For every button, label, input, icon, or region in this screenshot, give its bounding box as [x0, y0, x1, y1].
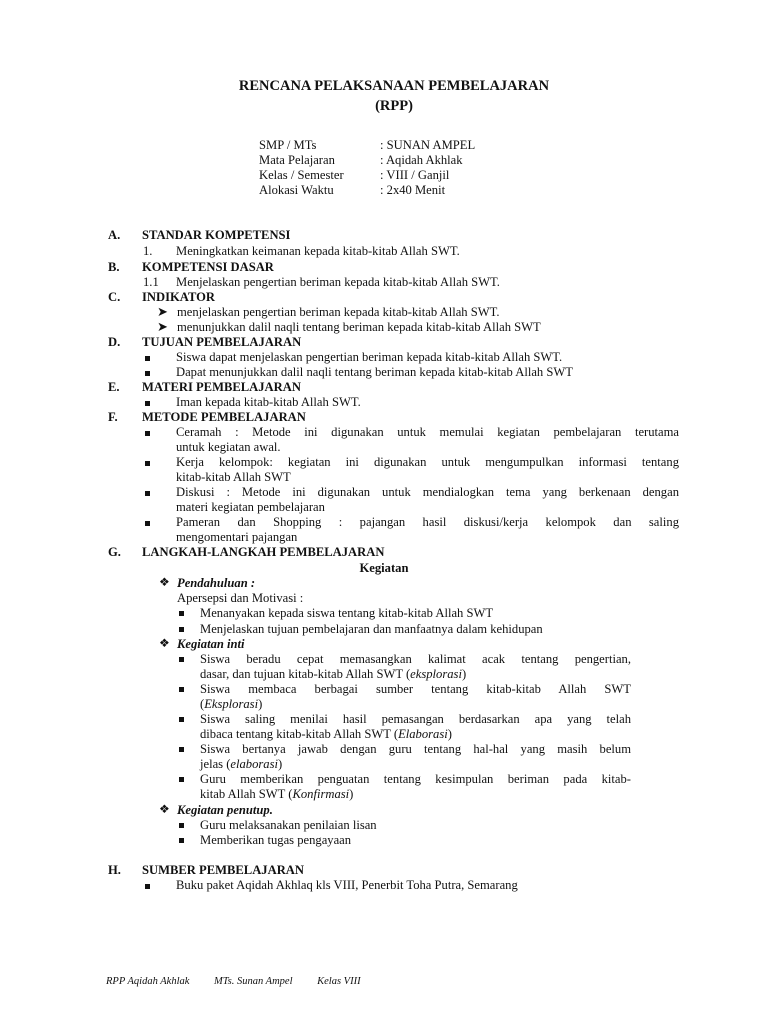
diamond-bullet-icon: ❖ — [159, 802, 170, 816]
list-item-continued: kitab-kitab Allah SWT — [176, 470, 291, 484]
section-title: SUMBER PEMBELAJARAN — [142, 863, 304, 877]
meta-row — [259, 168, 475, 183]
section-heading-g — [108, 545, 384, 560]
subsection-title-penutup: Kegiatan penutup. — [177, 803, 273, 817]
section-letter: A. — [108, 228, 121, 242]
square-bullet-icon — [145, 521, 150, 526]
list-item: Kerja kelompok: kegiatan ini digunakan untuk mengumpulkan informasi tentang — [176, 455, 679, 469]
activity-subtitle: Kegiatan — [359, 561, 409, 575]
square-bullet-icon — [179, 717, 184, 722]
list-item: Meningkatkan keimanan kepada kitab-kitab Allah SWT. — [176, 244, 460, 258]
section-letter: H. — [108, 863, 121, 877]
meta-key: SMP / MTs — [259, 138, 317, 152]
meta-value: : VIII / Ganjil — [380, 168, 450, 182]
section-title: KOMPETENSI DASAR — [142, 260, 274, 274]
section-title: MATERI PEMBELAJARAN — [142, 380, 301, 394]
identity-table — [259, 138, 475, 198]
diamond-bullet-icon: ❖ — [159, 636, 170, 650]
item-number: 1. — [143, 244, 153, 258]
section-title: METODE PEMBELAJARAN — [142, 410, 306, 424]
section-heading-b — [108, 260, 274, 275]
square-bullet-icon — [145, 401, 150, 406]
meta-key: Mata Pelajaran — [259, 153, 335, 167]
list-item-continued: untuk kegiatan awal. — [176, 440, 281, 454]
subsection-title-pendahuluan: Pendahuluan : — [177, 576, 256, 590]
meta-key: Alokasi Waktu — [259, 183, 334, 197]
list-item-continued: jelas (elaborasi) — [200, 757, 283, 771]
square-bullet-icon — [145, 356, 150, 361]
list-item: Siswa beradu cepat memasangkan kalimat acak tentang pengertian, — [200, 652, 631, 666]
list-item: Iman kepada kitab-kitab Allah SWT. — [176, 395, 361, 409]
section-title: INDIKATOR — [142, 290, 216, 304]
section-letter: D. — [108, 335, 121, 349]
list-item-continued: mengomentari pajangan — [176, 530, 298, 544]
square-bullet-icon — [145, 461, 150, 466]
item-number: 1.1 — [143, 275, 159, 289]
list-item: Siswa dapat menjelaskan pengertian beriman kepada kitab-kitab Allah SWT. — [176, 350, 563, 364]
meta-key: Kelas / Semester — [259, 168, 344, 182]
square-bullet-icon — [145, 431, 150, 436]
list-item: Siswa bertanya jawab dengan guru tentang hal-hal yang masih belum — [200, 742, 631, 756]
section-heading-f — [108, 410, 306, 425]
square-bullet-icon — [179, 687, 184, 692]
document-title: RENCANA PELAKSANAAN PEMBELAJARAN — [238, 78, 550, 94]
square-bullet-icon — [145, 491, 150, 496]
list-item: Guru memberikan penguatan tentang kesimpulan beriman pada kitab- — [200, 772, 631, 786]
arrow-bullet-icon: ➤ — [157, 304, 168, 319]
square-bullet-icon — [179, 838, 184, 843]
footer-school: MTs. Sunan Ampel — [214, 976, 293, 987]
list-item: menunjukkan dalil naqli tentang beriman kepada kitab-kitab Allah SWT — [177, 320, 541, 334]
section-letter: G. — [108, 545, 121, 559]
list-item-continued: dasar, dan tujuan kitab-kitab Allah SWT (eksplorasi) — [200, 667, 467, 681]
list-item: Guru melaksanakan penilaian lisan — [200, 818, 377, 832]
list-item-continued: (Eksplorasi) — [200, 697, 263, 711]
square-bullet-icon — [179, 627, 184, 632]
subsection-intro: Apersepsi dan Motivasi : — [177, 591, 304, 605]
square-bullet-icon — [179, 611, 184, 616]
list-item: Siswa saling menilai hasil pemasangan berdasarkan apa yang telah — [200, 712, 631, 726]
section-heading-c — [108, 290, 215, 305]
square-bullet-icon — [179, 823, 184, 828]
document-subtitle: (RPP) — [375, 98, 413, 114]
list-item-continued: materi kegiatan pembelajaran — [176, 500, 325, 514]
square-bullet-icon — [145, 884, 150, 889]
list-item: Ceramah : Metode ini digunakan untuk memulai kegiatan pembelajaran terutama — [176, 425, 679, 439]
square-bullet-icon — [179, 657, 184, 662]
diamond-bullet-icon: ❖ — [159, 575, 170, 589]
section-heading-d — [108, 335, 301, 350]
list-item: menjelaskan pengertian beriman kepada kitab-kitab Allah SWT. — [177, 305, 500, 319]
section-heading-h — [108, 863, 304, 878]
meta-value: : Aqidah Akhlak — [380, 153, 463, 167]
list-item: Menjelaskan tujuan pembelajaran dan manfaatnya dalam kehidupan — [200, 622, 543, 636]
section-letter: E. — [108, 380, 120, 394]
section-letter: B. — [108, 260, 120, 274]
list-item: Dapat menunjukkan dalil naqli tentang beriman kepada kitab-kitab Allah SWT — [176, 365, 573, 379]
section-title: LANGKAH-LANGKAH PEMBELAJARAN — [142, 545, 385, 559]
footer-subject: RPP Aqidah Akhlak — [106, 976, 190, 987]
list-item-continued: dibaca tentang kitab-kitab Allah SWT (Elaborasi) — [200, 727, 452, 741]
page-footer — [106, 974, 383, 989]
subsection-title-inti: Kegiatan inti — [177, 637, 245, 651]
square-bullet-icon — [145, 371, 150, 376]
section-heading-a — [108, 228, 290, 243]
list-item: Memberikan tugas pengayaan — [200, 833, 352, 847]
list-item: Siswa membaca berbagai sumber tentang kitab-kitab Allah SWT — [200, 682, 631, 696]
section-title: TUJUAN PEMBELAJARAN — [142, 335, 302, 349]
list-item: Menanyakan kepada siswa tentang kitab-kitab Allah SWT — [200, 606, 494, 620]
list-item-continued: kitab Allah SWT (Konfirmasi) — [200, 787, 354, 801]
list-item: Buku paket Aqidah Akhlaq kls VIII, Penerbit Toha Putra, Semarang — [176, 878, 518, 892]
meta-row — [259, 138, 475, 153]
list-item: Diskusi : Metode ini digunakan untuk mendialogkan tema yang berkenaan dengan — [176, 485, 679, 499]
list-item: Pameran dan Shopping : pajangan hasil diskusi/kerja kelompok dan saling — [176, 515, 679, 529]
meta-row — [259, 183, 475, 198]
meta-row — [259, 153, 475, 168]
section-title: STANDAR KOMPETENSI — [142, 228, 291, 242]
meta-value: : SUNAN AMPEL — [380, 138, 476, 152]
square-bullet-icon — [179, 747, 184, 752]
list-item: Menjelaskan pengertian beriman kepada kitab-kitab Allah SWT. — [176, 275, 500, 289]
square-bullet-icon — [179, 777, 184, 782]
arrow-bullet-icon: ➤ — [157, 319, 168, 334]
section-letter: C. — [108, 290, 121, 304]
section-letter: F. — [108, 410, 118, 424]
section-heading-e — [108, 380, 301, 395]
meta-value: : 2x40 Menit — [380, 183, 446, 197]
footer-class: Kelas VIII — [317, 976, 361, 987]
